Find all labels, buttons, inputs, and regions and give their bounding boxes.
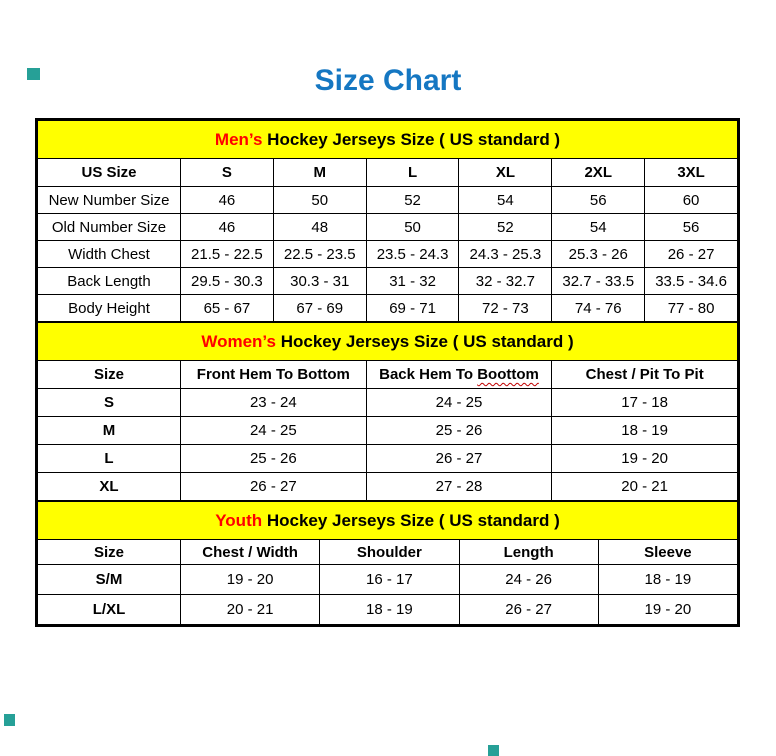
size-value: 24.3 - 25.3 [459,241,552,268]
row-label: Body Height [38,295,181,322]
table-row [38,445,738,473]
size-value: 24 - 26 [459,565,598,595]
column-header: Size [38,361,181,389]
size-value: 52 [459,214,552,241]
size-value: 20 - 21 [181,595,320,625]
row-label: L/XL [38,595,181,625]
table-row [38,187,738,214]
page-title: Size Chart [314,64,462,97]
size-value: 26 - 27 [366,445,552,473]
size-value: 19 - 20 [181,565,320,595]
column-header: Sleeve [598,540,737,565]
row-label: S [38,389,181,417]
row-label: Back Length [38,268,181,295]
teal-marker-icon [4,714,15,726]
size-value: 21.5 - 22.5 [181,241,274,268]
row-label: New Number Size [38,187,181,214]
size-value: 74 - 76 [552,295,645,322]
size-value: 52 [366,187,459,214]
size-value: 18 - 19 [598,565,737,595]
size-value: 25 - 26 [366,417,552,445]
size-value: 54 [552,214,645,241]
table-row [38,389,738,417]
misspelled-word: Boottom [477,366,539,383]
size-value: 56 [552,187,645,214]
size-value: 24 - 25 [181,417,367,445]
mens-banner-text: Hockey Jerseys Size ( US standard ) [262,129,561,149]
table-row [38,295,738,322]
column-header: 3XL [645,159,738,187]
column-header: L [366,159,459,187]
size-value: 25 - 26 [181,445,367,473]
column-header: M [273,159,366,187]
size-value: 18 - 19 [320,595,459,625]
size-value: 18 - 19 [552,417,738,445]
size-value: 26 - 27 [181,473,367,501]
size-value: 77 - 80 [645,295,738,322]
table-row [38,595,738,625]
table-row [38,565,738,595]
column-header: Size [38,540,181,565]
size-value: 23 - 24 [181,389,367,417]
column-header: Shoulder [320,540,459,565]
size-value: 16 - 17 [320,565,459,595]
size-value: 65 - 67 [181,295,274,322]
row-label: XL [38,473,181,501]
column-header: Back Hem To Boottom [366,361,552,389]
table-row [38,268,738,295]
column-header: US Size [38,159,181,187]
size-value: 33.5 - 34.6 [645,268,738,295]
column-header: Chest / Width [181,540,320,565]
row-label: Old Number Size [38,214,181,241]
teal-marker-icon [488,745,499,756]
size-value: 32 - 32.7 [459,268,552,295]
size-value: 50 [366,214,459,241]
size-value: 60 [645,187,738,214]
size-value: 54 [459,187,552,214]
size-value: 27 - 28 [366,473,552,501]
size-value: 69 - 71 [366,295,459,322]
column-header: Chest / Pit To Pit [552,361,738,389]
table-row [38,241,738,268]
column-header: Length [459,540,598,565]
row-label: Width Chest [38,241,181,268]
table-row [38,214,738,241]
size-value: 19 - 20 [598,595,737,625]
womens-size-table [37,322,738,501]
size-value: 48 [273,214,366,241]
youth-section-banner [38,502,738,540]
size-value: 31 - 32 [366,268,459,295]
teal-marker-icon [27,68,40,80]
youth-banner-text: Hockey Jerseys Size ( US standard ) [262,510,560,530]
size-value: 25.3 - 26 [552,241,645,268]
size-value: 50 [273,187,366,214]
size-value: 29.5 - 30.3 [181,268,274,295]
mens-size-table [37,120,738,322]
size-value: 46 [181,187,274,214]
column-header: XL [459,159,552,187]
size-value: 24 - 25 [366,389,552,417]
size-value: 46 [181,214,274,241]
size-value: 23.5 - 24.3 [366,241,459,268]
mens-section-banner [38,121,738,159]
size-value: 30.3 - 31 [273,268,366,295]
womens-section-banner [38,323,738,361]
row-label: S/M [38,565,181,595]
table-row [38,417,738,445]
youth-banner-highlight: Youth [215,510,263,530]
size-value: 26 - 27 [459,595,598,625]
mens-banner-highlight: Men’s [214,129,263,149]
table-row [38,473,738,501]
size-value: 26 - 27 [645,241,738,268]
size-value: 19 - 20 [552,445,738,473]
column-header: 2XL [552,159,645,187]
youth-size-table [37,501,738,625]
size-value: 56 [645,214,738,241]
size-value: 72 - 73 [459,295,552,322]
row-label: M [38,417,181,445]
womens-banner-highlight: Women’s [201,331,276,351]
size-value: 20 - 21 [552,473,738,501]
size-value: 67 - 69 [273,295,366,322]
size-chart [35,118,740,627]
womens-banner-text: Hockey Jerseys Size ( US standard ) [275,331,574,351]
size-value: 17 - 18 [552,389,738,417]
row-label: L [38,445,181,473]
column-header: Front Hem To Bottom [181,361,367,389]
column-header: S [181,159,274,187]
size-value: 22.5 - 23.5 [273,241,366,268]
size-value: 32.7 - 33.5 [552,268,645,295]
